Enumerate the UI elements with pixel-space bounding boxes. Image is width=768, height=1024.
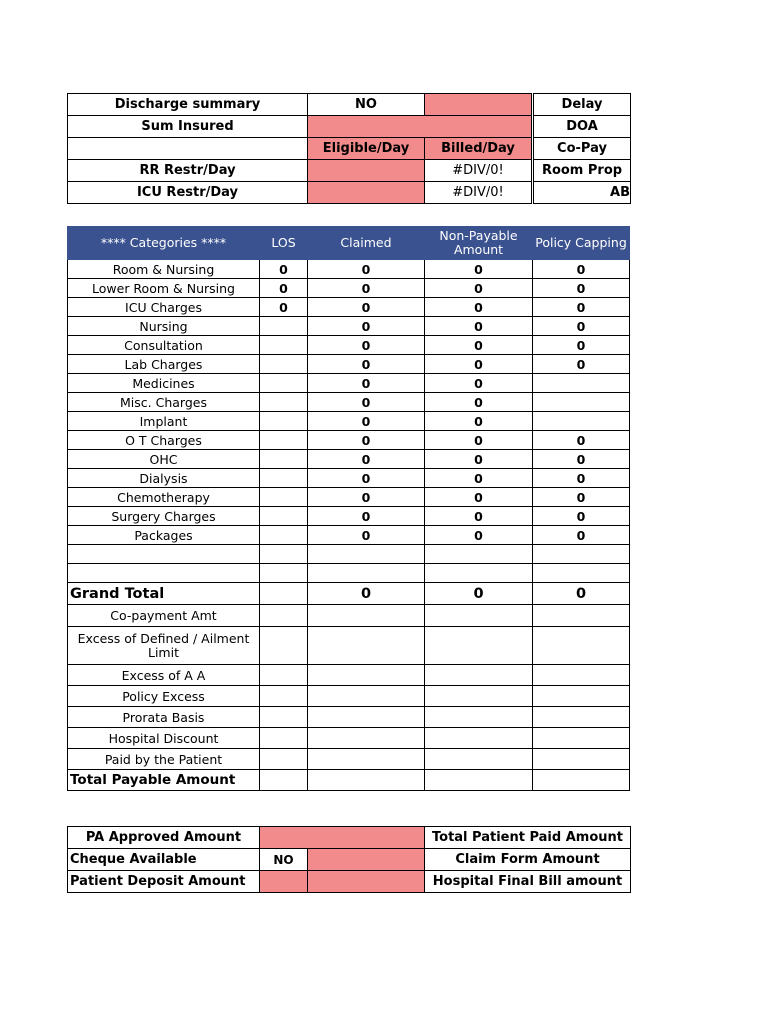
non-payable-cell[interactable]: 0 [425,469,533,488]
non-payable-cell[interactable]: 0 [425,260,533,279]
los-cell[interactable]: 0 [260,279,308,298]
non-payable-cell[interactable]: 0 [425,526,533,545]
payment-table [67,826,631,893]
non-payable-cell[interactable]: 0 [425,298,533,317]
grand-total-label: Grand Total [68,583,260,605]
category-cell: O T Charges [68,431,260,450]
pa-approved-value[interactable] [260,827,425,849]
deduction-label: Policy Excess [68,686,260,707]
total-payable-row [68,770,630,791]
cheque-row [68,849,631,871]
policy-capping-cell[interactable]: 0 [533,260,630,279]
cheque-amount-cell[interactable] [308,849,425,871]
claim-form-label: Claim Form Amount [425,849,631,871]
table-row [68,355,630,374]
los-cell[interactable] [260,412,308,431]
ab-label: AB [534,182,631,204]
header-los: LOS [260,227,308,260]
claimed-cell[interactable]: 0 [308,260,425,279]
los-cell[interactable] [260,336,308,355]
policy-capping-cell[interactable]: 0 [533,488,630,507]
icu-restr-label: ICU Restr/Day [68,182,308,204]
policy-capping-cell[interactable]: 0 [533,450,630,469]
deduction-label: Co-payment Amt [68,605,260,627]
deduction-row [68,627,630,665]
categories-body [68,260,630,545]
patient-deposit-label: Patient Deposit Amount [68,871,260,893]
total-patient-paid-label: Total Patient Paid Amount [425,827,631,849]
table-row [68,488,630,507]
deduction-row [68,665,630,686]
grand-total-nonpay: 0 [425,583,533,605]
discharge-summary-label: Discharge summary [68,94,308,116]
grand-total-los [260,583,308,605]
blank-cell [68,138,308,160]
claimed-cell[interactable]: 0 [308,526,425,545]
non-payable-cell[interactable]: 0 [425,355,533,374]
sum-insured-row [68,116,631,138]
category-cell: Consultation [68,336,260,355]
los-cell[interactable]: 0 [260,260,308,279]
header-claimed: Claimed [308,227,425,260]
policy-capping-cell[interactable]: 0 [533,336,630,355]
table-row [68,507,630,526]
category-cell: Medicines [68,374,260,393]
header-policy-capping: Policy Capping [533,227,630,260]
non-payable-cell[interactable]: 0 [425,336,533,355]
category-cell: Dialysis [68,469,260,488]
non-payable-cell[interactable]: 0 [425,488,533,507]
blank-row [68,545,630,564]
claimed-cell[interactable]: 0 [308,412,425,431]
table-row [68,336,630,355]
los-cell[interactable] [260,526,308,545]
category-cell: ICU Charges [68,298,260,317]
claimed-cell[interactable]: 0 [308,431,425,450]
claimed-cell[interactable]: 0 [308,279,425,298]
table-row [68,393,630,412]
sum-insured-label: Sum Insured [68,116,308,138]
claimed-cell[interactable]: 0 [308,488,425,507]
hospital-final-bill-label: Hospital Final Bill amount [425,871,631,893]
summary-table [67,93,631,204]
co-pay-label: Co-Pay [534,138,631,160]
header-non-payable: Non-Payable Amount [425,227,533,260]
deduction-row [68,686,630,707]
grand-total-row [68,583,630,605]
policy-capping-cell[interactable]: 0 [533,431,630,450]
claimed-cell[interactable]: 0 [308,374,425,393]
table-row [68,412,630,431]
los-cell[interactable]: 0 [260,298,308,317]
los-cell[interactable] [260,507,308,526]
los-cell[interactable] [260,450,308,469]
discharge-summary-value[interactable]: NO [308,94,425,116]
cheque-available-label: Cheque Available [68,849,260,871]
deduction-row [68,728,630,749]
claims-table [67,226,630,791]
policy-capping-cell[interactable]: 0 [533,279,630,298]
category-cell: Lab Charges [68,355,260,374]
policy-capping-cell[interactable]: 0 [533,526,630,545]
billed-day-header: Billed/Day [425,138,532,160]
table-row [68,431,630,450]
non-payable-cell[interactable]: 0 [425,431,533,450]
deduction-label: Paid by the Patient [68,749,260,770]
sum-insured-value[interactable] [308,116,532,138]
rr-eligible-value[interactable] [308,160,425,182]
table-row [68,298,630,317]
pa-approved-row [68,827,631,849]
cheque-available-value[interactable]: NO [260,849,308,871]
rr-restr-label: RR Restr/Day [68,160,308,182]
non-payable-cell[interactable]: 0 [425,374,533,393]
per-day-header-row [68,138,631,160]
category-cell: Chemotherapy [68,488,260,507]
policy-capping-cell[interactable]: 0 [533,355,630,374]
category-cell: Packages [68,526,260,545]
table-row [68,374,630,393]
table-row [68,469,630,488]
non-payable-cell[interactable]: 0 [425,507,533,526]
policy-capping-cell[interactable]: 0 [533,507,630,526]
icu-eligible-value[interactable] [308,182,425,204]
table-row [68,260,630,279]
claimed-cell[interactable]: 0 [308,450,425,469]
claimed-cell[interactable]: 0 [308,336,425,355]
grand-total-cap: 0 [533,583,630,605]
deduction-label: Excess of A A [68,665,260,686]
header-categories: **** Categories **** [68,227,260,260]
los-cell[interactable] [260,355,308,374]
rr-restr-row [68,160,631,182]
deduction-row [68,749,630,770]
non-payable-cell[interactable]: 0 [425,393,533,412]
category-cell: OHC [68,450,260,469]
non-payable-cell[interactable]: 0 [425,412,533,431]
non-payable-cell[interactable]: 0 [425,279,533,298]
room-prop-label: Room Prop [534,160,631,182]
blank-row [68,564,630,583]
policy-capping-cell[interactable] [533,374,630,393]
non-payable-cell[interactable]: 0 [425,317,533,336]
los-cell[interactable] [260,469,308,488]
deposit-row [68,871,631,893]
deduction-row [68,707,630,728]
rr-billed-value[interactable]: #DIV/0! [425,160,532,182]
totals-body [68,545,630,791]
discharge-summary-cell[interactable] [425,94,532,116]
policy-capping-cell[interactable] [533,412,630,431]
deduction-label: Excess of Defined / Ailment Limit [68,627,260,665]
category-cell: Implant [68,412,260,431]
patient-deposit-amount[interactable] [308,871,425,893]
claimed-cell[interactable]: 0 [308,355,425,374]
claimed-cell[interactable]: 0 [308,298,425,317]
patient-deposit-value[interactable] [260,871,308,893]
total-payable-label: Total Payable Amount [68,770,260,791]
los-cell[interactable] [260,317,308,336]
pa-approved-label: PA Approved Amount [68,827,260,849]
icu-restr-row [68,182,631,204]
category-cell: Room & Nursing [68,260,260,279]
discharge-row [68,94,631,116]
claimed-cell[interactable]: 0 [308,469,425,488]
category-cell: Lower Room & Nursing [68,279,260,298]
deduction-row [68,605,630,627]
category-cell: Nursing [68,317,260,336]
policy-capping-cell[interactable]: 0 [533,469,630,488]
category-cell: Surgery Charges [68,507,260,526]
icu-billed-value[interactable]: #DIV/0! [425,182,532,204]
claimed-cell[interactable]: 0 [308,317,425,336]
table-row [68,450,630,469]
los-cell[interactable] [260,488,308,507]
policy-capping-cell[interactable] [533,393,630,412]
table-row [68,279,630,298]
policy-capping-cell[interactable]: 0 [533,298,630,317]
grand-total-claimed: 0 [308,583,425,605]
table-row [68,317,630,336]
los-cell[interactable] [260,431,308,450]
deduction-label: Hospital Discount [68,728,260,749]
category-cell: Misc. Charges [68,393,260,412]
table-row [68,526,630,545]
non-payable-cell[interactable]: 0 [425,450,533,469]
policy-capping-cell[interactable]: 0 [533,317,630,336]
delay-label: Delay [534,94,631,116]
los-cell[interactable] [260,393,308,412]
eligible-day-header: Eligible/Day [308,138,425,160]
deduction-label: Prorata Basis [68,707,260,728]
claims-header-row [68,227,630,260]
los-cell[interactable] [260,374,308,393]
doa-label: DOA [534,116,631,138]
claimed-cell[interactable]: 0 [308,507,425,526]
claimed-cell[interactable]: 0 [308,393,425,412]
